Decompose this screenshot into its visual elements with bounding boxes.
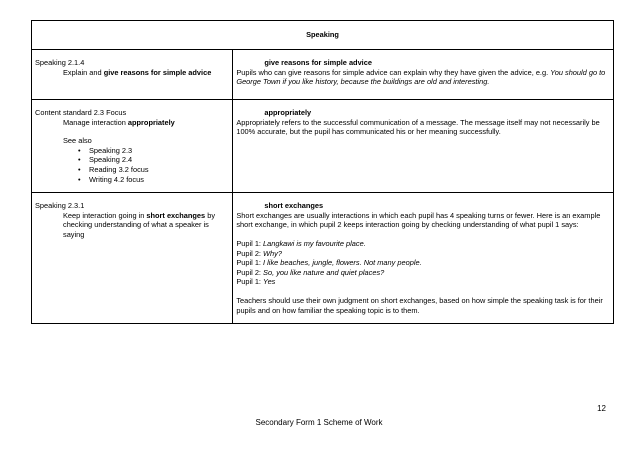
learning-standard-cell [32, 193, 233, 324]
table-row [32, 193, 614, 324]
table-header: Speaking [32, 21, 614, 50]
dialogue-line: Pupil 1: Yes [236, 277, 276, 287]
see-also-list [35, 146, 229, 184]
dialogue-line: Pupil 1: I like beaches, jungle, flowers. Not many people. [236, 258, 422, 268]
see-also-label: See also [63, 136, 92, 146]
list-item: • Writing 4.2 focus [89, 175, 229, 185]
explanation-intro: Short exchanges are usually interactions in which each pupil has 4 speaking turns or fewer. Here is an example short exchange, in which pupil 2 keeps interaction going by checking understanding of what pupil 1 says: [236, 210, 601, 230]
scheme-of-work-table [31, 20, 614, 324]
explanation-heading: short exchanges [264, 201, 324, 211]
standard-description: Manage interaction appropriately [63, 117, 175, 127]
explanation-text: Appropriately refers to the successful communication of a message. The message itself may not necessarily be 100% accurate, but the pupil has communicated his or her meaning successfully. [236, 117, 600, 137]
teacher-note: Teachers should use their own judgment on short exchanges, based on how simple the speaking task is for their pupils and on how familiar the speaking topic is to them. [236, 295, 603, 315]
learning-standard-cell [32, 50, 233, 100]
table-header-row [32, 21, 614, 50]
page-footer: Secondary Form 1 Scheme of Work [255, 418, 383, 427]
standard-code: Speaking 2.3.1 [35, 201, 85, 211]
standard-code: Speaking 2.1.4 [35, 58, 85, 67]
page-number: 12 [597, 404, 606, 413]
dialogue-line: Pupil 2: So, you like nature and quiet places? [236, 267, 385, 277]
learning-standard-cell [32, 100, 233, 193]
explanation-heading: appropriately [264, 108, 312, 117]
list-item: • Speaking 2.3 [89, 146, 229, 156]
explanation-cell [233, 50, 614, 100]
dialogue-line: Pupil 2: Why? [236, 248, 282, 258]
standard-code: Content standard 2.3 Focus [35, 108, 127, 117]
dialogue-line: Pupil 1: Langkawi is my favourite place. [236, 238, 366, 248]
explanation-text: Pupils who can give reasons for simple advice can explain why they have given the advice, e.g. You should go to George Town if you like history, because the buildings are old and interesting. [236, 67, 606, 87]
standard-description: Keep interaction going in short exchanges by checking understanding of what a speaker is saying [63, 210, 216, 239]
explanation-cell [233, 193, 614, 324]
table-row [32, 100, 614, 193]
explanation-cell [233, 100, 614, 193]
table-row [32, 50, 614, 100]
list-item: • Speaking 2.4 [89, 155, 229, 165]
standard-description: Explain and give reasons for simple advice [63, 67, 212, 77]
explanation-heading: give reasons for simple advice [264, 58, 372, 67]
list-item: • Reading 3.2 focus [89, 165, 229, 175]
